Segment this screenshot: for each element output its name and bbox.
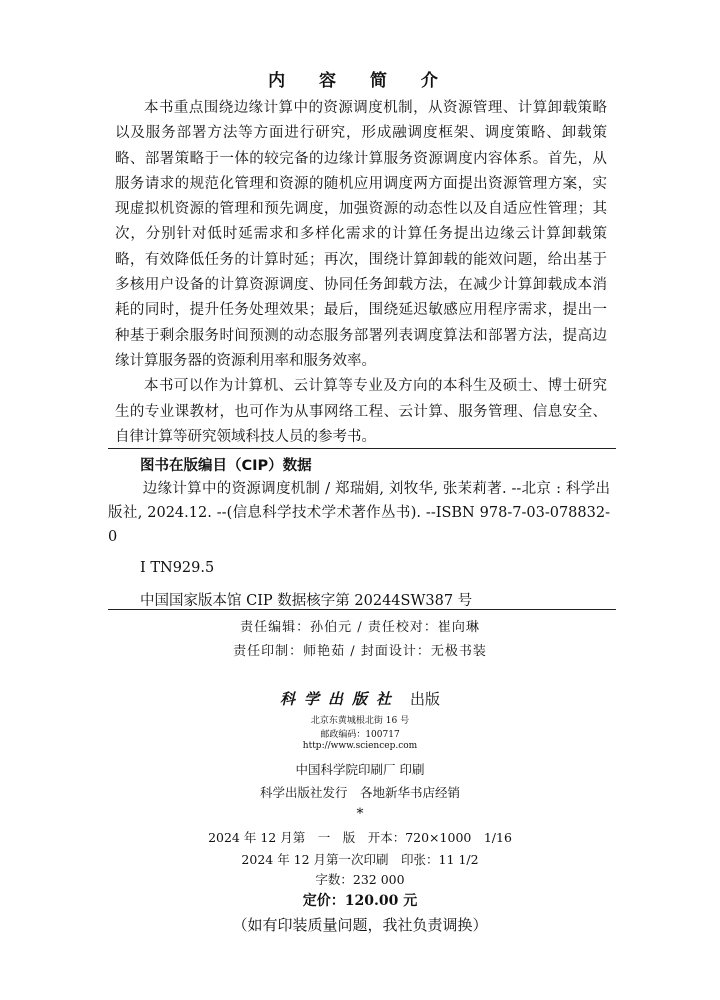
cip-classification: Ⅰ TN929.5 [140,560,215,576]
publisher-name [0,688,720,709]
publisher-address: 北京东黄城根北街 16 号 [310,716,410,726]
publisher-postcode: 邮政编码：100717 [320,730,400,740]
cip-heading: 图书在版编目（CIP）数据 [140,458,312,474]
divider [108,609,616,610]
intro-heading: 内 容 简 介 [268,71,452,91]
cip-entry-text: 边缘计算中的资源调度机制 / 郑瑞娟, 刘牧华, 张茉莉著. --北京 : 科学出版社, 2024.12. --(信息科学技术学术著作丛书). --ISBN 978-7-03-078832-0 [108,481,610,545]
quality-note: （如有印装质量问题，我社负责调换） [232,916,488,934]
separator-star: * [356,806,364,822]
intro-paragraph: 本书可以作为计算机、云计算等专业及方向的本科生及硕士、博士研究生的专业课教材，也可作为从事网络工程、云计算、服务管理、信息安全、自律计算等研究领域科技人员的参考书。 [115,378,607,445]
publisher-logo-text: 科学出版社 [279,690,400,708]
publisher-url: http://www.sciencep.com [302,741,418,751]
distribution-line: 科学出版社发行 各地新华书店经销 [259,785,460,800]
publisher-suffix: 出版 [410,690,441,708]
intro-text [115,96,607,450]
printer-line: 中国科学院印刷厂 印刷 [295,762,425,777]
word-count: 字数：232 000 [315,872,405,887]
production-credits: 责任印制：师艳茹 / 封面设计：无极书装 [233,644,487,659]
cip-record-number: 中国国家版本馆 CIP 数据核字第 20244SW387 号 [140,593,473,609]
price: 定价：120.00 元 [302,893,418,909]
intro-paragraph: 本书重点围绕边缘计算中的资源调度机制，从资源管理、计算卸载策略以及服务部署方法等方面进行研究，形成融调度框架、调度策略、卸载策略、部署策略于一体的较完备的边缘计算服务资源调度内容体系。首先，从服务请求的规范化管理和资源的随机应用调度两方面提出资源管理方案，实现虚拟机资源的管理和预先调度，加强资源的动态性以及自适应性管理；其次，分别针对低时延需求和多样化需求的计算任务提出边缘云计算卸载策略，有效降低任务的计算时延；再次，围绕计算卸载的能效问题，给出基于多核用户设备的计算资源调度、协同任务卸载方法，在减少计算卸载成本消耗的同时，提升任务处理效果；最后，围绕延迟敏感应用程序需求，提出一种基于剩余服务时间预测的动态服务部署列表调度算法和部署方法，提高边缘计算服务器的资源利用率和服务效率。 [115,100,607,369]
editor-credits: 责任编辑：孙伯元 / 责任校对：崔向琳 [240,620,480,635]
divider [108,448,616,449]
cip-entry [108,477,610,549]
print-run-line: 2024 年 12 月第一次印刷 印张：11 1/2 [241,852,479,867]
edition-line: 2024 年 12 月第 一 版 开本：720×1000 1/16 [208,830,512,845]
